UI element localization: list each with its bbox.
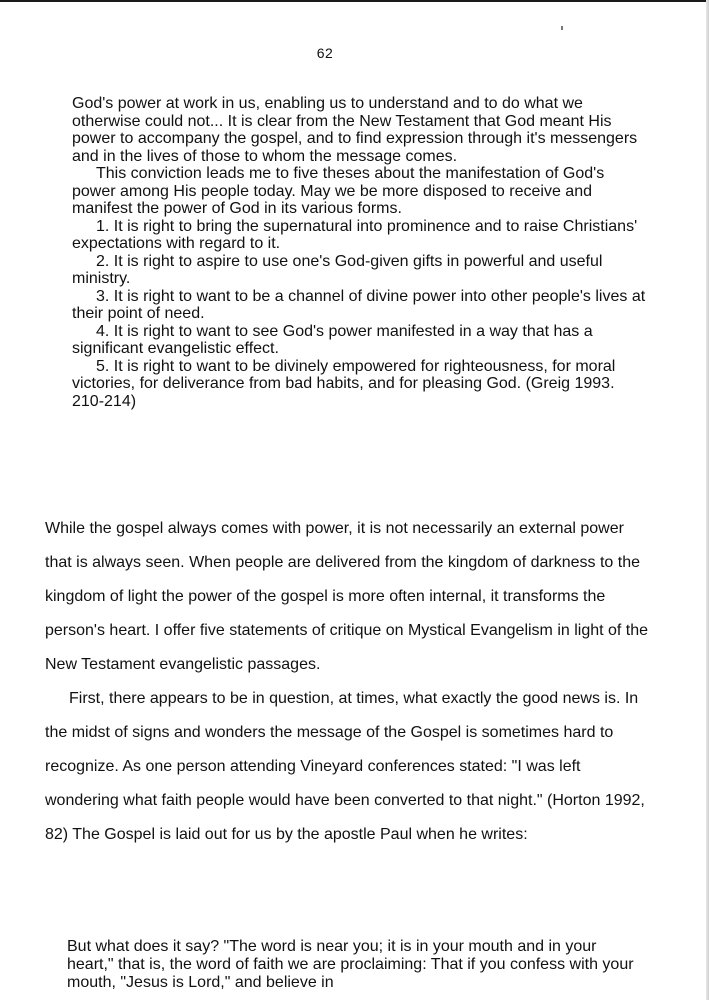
thesis-item-4: 4. It is right to want to see God's power manifested in a way that has a significant evangelistic effect.	[72, 322, 593, 357]
thesis-item-3: 3. It is right to want to be a channel of divine power into other people's lives at their point of need.	[72, 287, 646, 322]
block-quote-romans	[67, 938, 647, 992]
scan-speck	[561, 26, 563, 30]
page-top-edge	[0, 0, 709, 2]
quote-paragraph-2: This conviction leads me to five theses about the manifestation of God's power among His people today. May we be more disposed to receive and manifest the power of God in its various forms.	[72, 165, 605, 217]
body-paragraph-1: While the gospel always comes with power, it is not necessarily an external power that is always seen. When people are delivered from the kingdom of darkness to the kingdom of light the power of the gospel is more often internal, it transforms the person's heart. I offer five statements of critique on Mystical Evangelism in light of the New Testament evangelistic passages.	[45, 520, 649, 673]
thesis-item-1: 1. It is right to bring the supernatural into prominence and to raise Christians' expectations with regard to it.	[72, 217, 638, 252]
quote-romans-text: But what does it say? "The word is near you; it is in your mouth and in your heart," that is, the word of faith we are proclaiming: That if you confess with your mouth, "Jesus is Lord," and believe in	[67, 938, 634, 991]
body-paragraph-2: First, there appears to be in question, at times, what exactly the good news is. In the midst of signs and wonders the message of the Gospel is sometimes hard to recognize. As one person attending Vineyard conferences stated: "I was left wondering what faith people would have been converted to that night." (Horton 1992, 82) The Gospel is laid out for us by the apostle Paul when he writes:	[45, 690, 645, 843]
thesis-item-5: 5. It is right to want to be divinely empowered for righteousness, for moral victories, for deliverance from bad habits, and for pleasing God. (Greig 1993. 210-214)	[72, 357, 616, 410]
page-number: 62	[316, 45, 334, 61]
quote-paragraph-1: God's power at work in us, enabling us to understand and to do what we otherwise could not... It is clear from the New Testament that God meant His power to accompany the gospel, and to find expression through it's messengers and in the lives of those to whom the message comes.	[72, 95, 638, 165]
thesis-item-2: 2. It is right to aspire to use one's God-given gifts in powerful and useful ministry.	[72, 252, 603, 287]
body-text	[45, 512, 650, 852]
block-quote-greig	[72, 95, 647, 410]
